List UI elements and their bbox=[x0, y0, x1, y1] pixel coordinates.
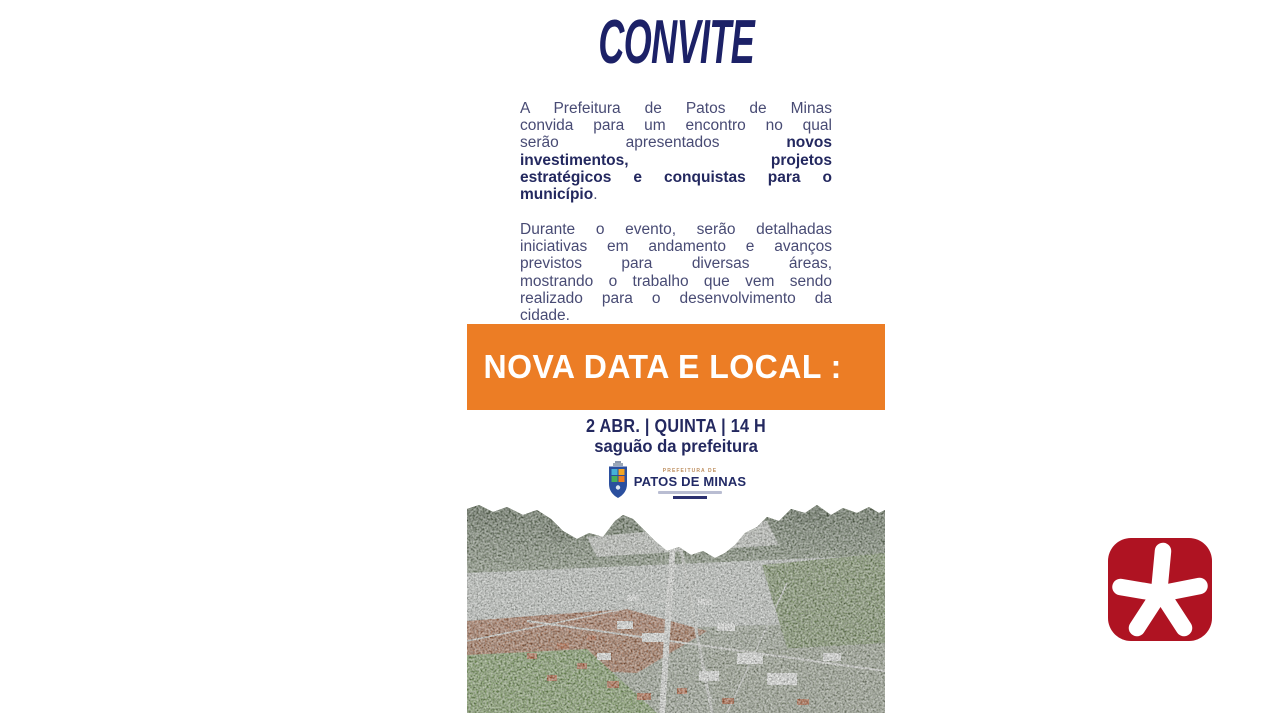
flyer-title-text: CONVITE bbox=[598, 7, 754, 77]
prefecture-logo-underline bbox=[673, 496, 707, 499]
event-datetime bbox=[467, 416, 885, 437]
coat-of-arms-icon bbox=[606, 461, 630, 506]
invitation-flyer bbox=[467, 0, 885, 720]
aerial-city-photo bbox=[467, 503, 885, 713]
invite-paragraph-2: Durante o evento, serão detalhadas iniciativas em andamento e avanços previstos para diversas áreas, mostrando o trabalho que vem sendo realizado para o desenvolvimento da cidade. bbox=[520, 221, 832, 325]
prefecture-logo-pretitle: PREFEITURA DE bbox=[662, 468, 718, 474]
prefecture-logo-text bbox=[634, 461, 747, 499]
flyer-title bbox=[467, 8, 885, 76]
new-date-banner-label: NOVA DATA E LOCAL : bbox=[483, 348, 842, 385]
asterisk-logo bbox=[1107, 537, 1213, 642]
prefecture-logo-tagline bbox=[658, 491, 722, 494]
event-datetime-text: 2 ABR. | QUINTA | 14 H bbox=[585, 416, 767, 436]
prefecture-logo-name: PATOS DE MINAS bbox=[633, 474, 747, 489]
prefecture-logo bbox=[467, 461, 885, 506]
event-location-text: saguão da prefeitura bbox=[594, 436, 758, 456]
invite-paragraph-1: A Prefeitura de Patos de Minas convida para um encontro no qual serão apresentados novos investimentos, projetos estratégicos e conquistas para o município. bbox=[520, 100, 832, 204]
new-date-banner bbox=[467, 324, 885, 410]
event-location bbox=[467, 436, 885, 457]
